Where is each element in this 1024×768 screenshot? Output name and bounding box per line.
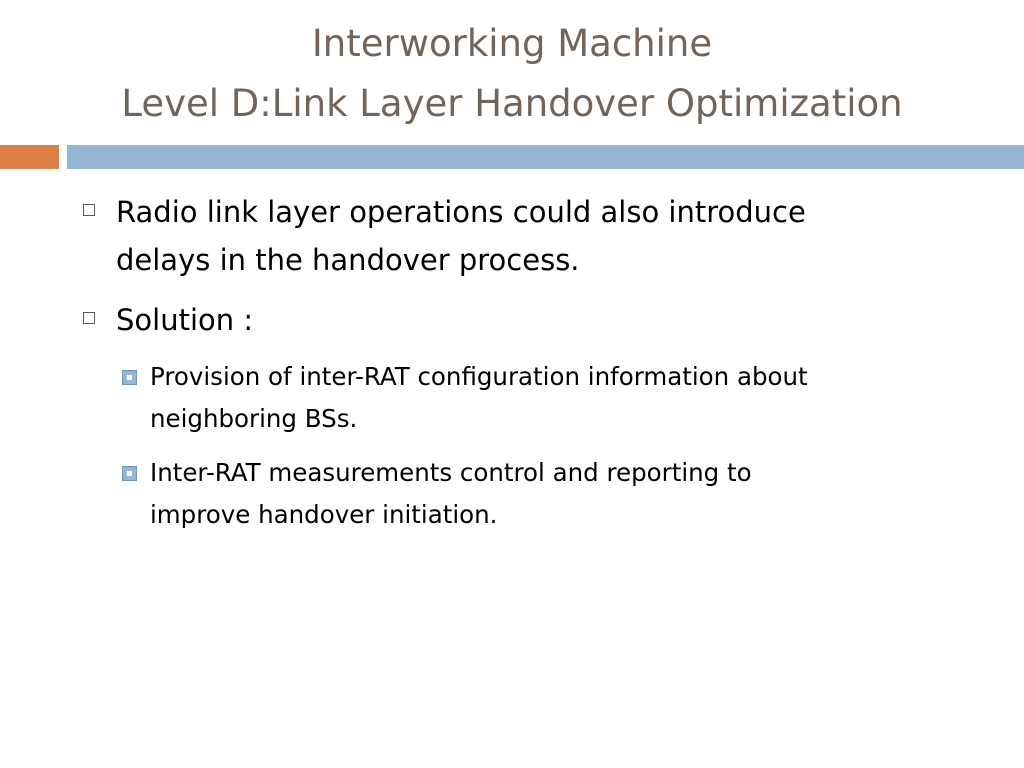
sub-bullet-text-line: improve handover initiation. <box>150 500 498 529</box>
sub-bullet-item <box>80 356 980 440</box>
hollow-square-bullet-icon <box>83 204 95 216</box>
slide-title <box>0 14 1024 134</box>
title-line-1: Interworking Machine <box>311 22 713 65</box>
bullet-text-line: Solution : <box>116 303 254 337</box>
title-line-2: Level D:Link Layer Handover Optimization <box>121 82 903 125</box>
filled-square-bullet-icon <box>122 466 137 481</box>
filled-square-bullet-icon <box>122 370 137 385</box>
bullet-text-line: delays in the handover process. <box>116 243 580 277</box>
sub-bullet-text-line: Inter-RAT measurements control and reporting to <box>150 458 752 487</box>
sub-bullet-text-line: Provision of inter-RAT configuration information about <box>150 362 808 391</box>
slide-body <box>80 188 980 548</box>
accent-bar-blue <box>67 145 1024 169</box>
hollow-square-bullet-icon <box>83 312 95 324</box>
accent-bar-orange <box>0 145 59 169</box>
sub-bullet-text-line: neighboring BSs. <box>150 404 358 433</box>
bullet-item <box>80 188 980 284</box>
bullet-text-line: Radio link layer operations could also introduce <box>116 195 806 229</box>
sub-bullet-item <box>80 452 980 536</box>
bullet-item <box>80 296 980 344</box>
